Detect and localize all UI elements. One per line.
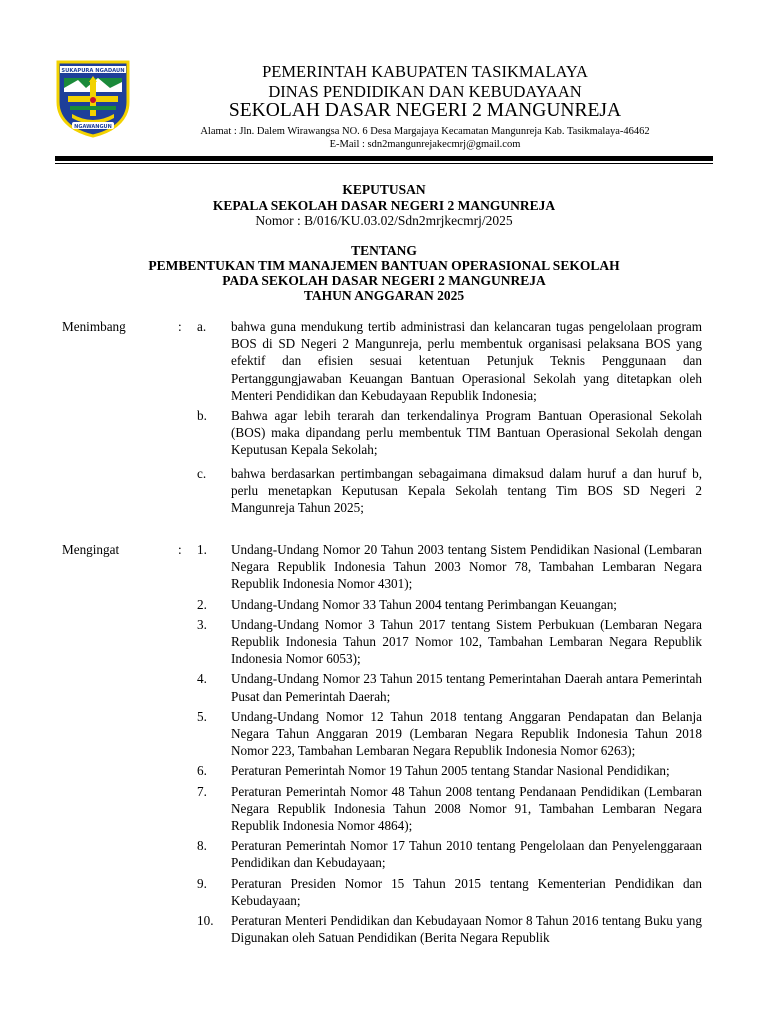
item-text: bahwa berdasarkan pertimbangan sebagaimana dimaksud dalam huruf a dan huruf b, perlu menetapkan Keputusan Kepala Sekolah tentang Tim BOS SD Negeri 2 Mangunreja Tahun 2025; [231,465,702,516]
mengingat-item [0,875,768,909]
item-marker: b. [197,408,207,424]
mengingat-item [0,670,768,704]
tentang-heading: TENTANG [351,243,417,258]
item-text: Peraturan Menteri Pendidikan dan Kebudayaan Nomor 8 Tahun 2016 tentang Buku yang Digunakan oleh Satuan Pendidikan (Berita Negara Republik [231,913,702,946]
item-marker: 6. [197,763,207,779]
item-text: Peraturan Pemerintah Nomor 19 Tahun 2005 tentang Standar Nasional Pendidikan; [231,763,670,779]
subject-line-2: PADA SEKOLAH DASAR NEGERI 2 MANGUNREJA [222,273,546,288]
item-marker: a. [197,319,207,334]
item-text: Undang-Undang Nomor 23 Tahun 2015 tentang Pemerintahan Daerah antara Pemerintah Pusat dan Pemerintah Daerah; [231,671,702,704]
item-text: Undang-Undang Nomor 12 Tahun 2018 tentang Anggaran Pendapatan dan Belanja Negara Tahun Anggaran 2019 (Lembaran Negara Republik Indonesia Tahun 2018 Nomor 223, Tambahan Lembaran Negara Republik Indonesia Nomor 6263); [231,708,702,759]
menimbang-item [0,465,768,517]
mengingat-item [0,596,768,613]
letterhead-government: PEMERINTAH KABUPATEN TASIKMALAYA [262,62,588,81]
letterhead-school-name: SEKOLAH DASAR NEGERI 2 MANGUNREJA [228,100,622,121]
decree-heading: KEPUTUSAN [342,182,426,197]
mengingat-item [0,708,768,760]
mengingat-item [0,837,768,871]
mengingat-label: Mengingat [62,542,120,557]
item-marker: 2. [197,596,207,612]
menimbang-item [0,407,768,459]
subject-line-1: PEMBENTUKAN TIM MANAJEMEN BANTUAN OPERASIONAL SEKOLAH [148,258,620,273]
mengingat-item [0,762,768,779]
item-text: Bahwa agar lebih terarah dan terkendalinya Program Bantuan Operasional Sekolah (BOS) maka dipandang perlu membentuk TIM Bantuan Operasional Sekolah dengan Keputusan Kepala Sekolah; [231,408,702,458]
item-text: Undang-Undang Nomor 20 Tahun 2003 tentang Sistem Pendidikan Nasional (Lembaran Negara Republik Indonesia Tahun 2003 Nomor 78, Tambahan Lembaran Negara Republik Indonesia Nomor 4301); [231,542,702,592]
item-text: Peraturan Presiden Nomor 15 Tahun 2015 tentang Kementerian Pendidikan dan Kebudayaan; [231,875,702,908]
subject-line-3: TAHUN ANGGARAN 2025 [303,288,465,303]
item-text: Peraturan Pemerintah Nomor 17 Tahun 2010 tentang Pengelolaan dan Penyelenggaraan Pendidikan dan Kebudayaan; [231,838,702,871]
item-marker: 9. [197,875,207,891]
item-marker: 1. [197,542,207,557]
mengingat-colon: : [178,542,182,557]
letterhead-divider-thick [55,156,713,161]
menimbang-section [0,318,768,516]
letterhead-email: E-Mail : sdn2mangunrejakecmrj@gmail.com [329,139,521,150]
item-marker: c. [197,465,207,481]
mengingat-item [0,783,768,835]
item-text: bahwa guna mendukung tertib administrasi dan kelancaran tugas pengelolaan program BOS di SD Negeri 2 Mangunreja, perlu membentuk organisasi pelaksana BOS yang efektif dan efisien sesuai ketentuan Petunjuk Teknis Penggunaan dan Pertanggungjawaban Keuangan Bantuan Operasional Sekolah yang ditetapkan oleh Menteri Pendidikan dan Kebudayaan Republik Indonesia; [231,319,702,403]
item-text: Undang-Undang Nomor 33 Tahun 2004 tentang Perimbangan Keuangan; [231,596,617,612]
mengingat-item [0,616,768,668]
menimbang-label: Menimbang [62,319,126,334]
logo-motto-bottom: NGAWANGUN [74,124,112,130]
item-text: Undang-Undang Nomor 3 Tahun 2017 tentang Sistem Perbukuan (Lembaran Negara Republik Indonesia Tahun 2017 Nomor 102, Tambahan Lembaran Negara Republik Indonesia Nomor 6053); [231,616,702,667]
letterhead-divider-thin [55,163,713,164]
item-marker: 4. [197,671,207,687]
letterhead-department: DINAS PENDIDIKAN DAN KEBUDAYAAN [268,82,582,101]
item-marker: 8. [197,838,207,854]
letterhead-address: Alamat : Jln. Dalem Wirawangsa NO. 6 Desa Margajaya Kecamatan Mangunreja Kab. Tasikmalaya-46462 [200,126,650,137]
decree-issuer: KEPALA SEKOLAH DASAR NEGERI 2 MANGUNREJA [212,198,556,213]
item-marker: 10. [197,913,214,929]
item-marker: 7. [197,783,207,799]
item-marker: 3. [197,616,207,632]
item-marker: 5. [197,708,207,724]
mengingat-section [0,541,768,946]
mengingat-item [0,912,768,946]
decree-number: Nomor : B/016/KU.03.02/Sdn2mrjkecmrj/2025 [255,213,513,228]
menimbang-colon: : [178,319,182,334]
logo-motto-top: SUKAPURA NGADAUN [61,68,125,74]
menimbang-item [0,318,768,404]
item-text: Peraturan Pemerintah Nomor 48 Tahun 2008 tentang Pendanaan Pendidikan (Lembaran Negara Republik Indonesia Tahun 2008 Nomor 91, Tambahan Lembaran Negara Republik Indonesia Nomor 4864); [231,783,702,834]
mengingat-item [0,541,768,593]
